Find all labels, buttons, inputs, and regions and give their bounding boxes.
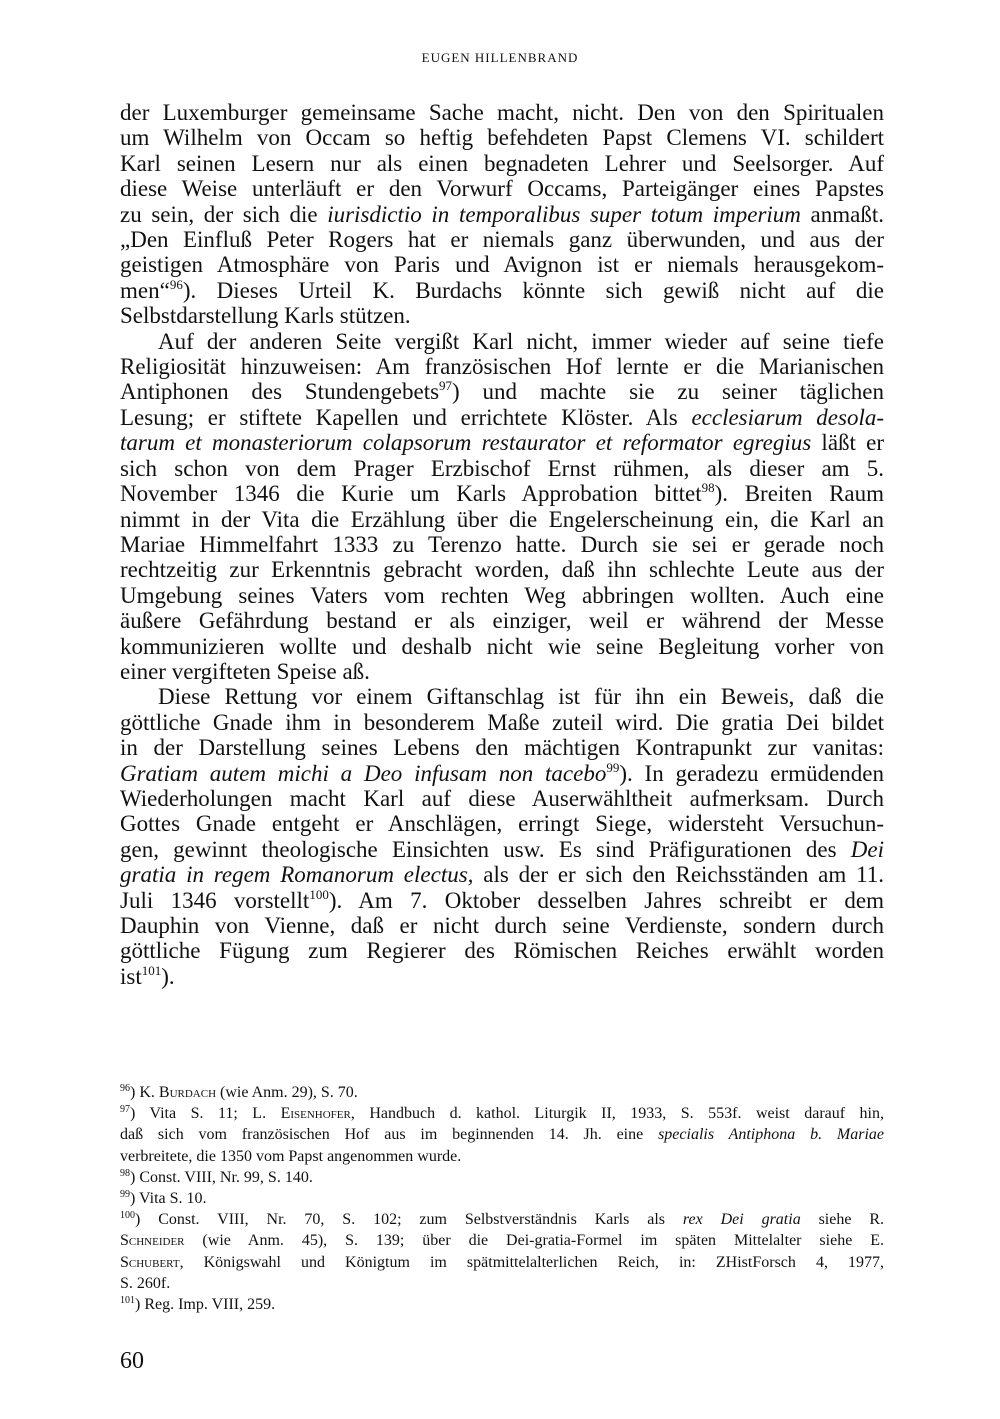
text-line: der Luxemburger gemeinsame Sache macht, nicht. Den von den Spiritualen xyxy=(120,100,884,125)
footnotes xyxy=(120,1082,884,1315)
footnote-98: $^{98}$) Const. VIII, Nr. 99, S. 140. xyxy=(120,1167,313,1186)
text-line: Gratiam autem michi a Deo infusam non tacebo$^{99}$). In geradezu ermüdenden xyxy=(120,759,884,786)
paragraph-3 xyxy=(120,684,884,989)
text-line: zu sein, der sich die iurisdictio in temporalibus super totum imperium anmaßt. xyxy=(120,201,885,227)
text-line: ist$^{101}$). xyxy=(120,962,175,989)
body-text xyxy=(120,100,884,989)
italic-latin: tarum et monasteriorum colapsorum restaurator et reformator egregius xyxy=(120,430,812,456)
text-line: äußere Gefährdung bestand er als einziger, weil er während der Messe xyxy=(120,608,884,634)
footnote-ref-100: 100 xyxy=(309,886,329,902)
footnote-ref-101: 101 xyxy=(141,962,162,978)
text-line: einer vergifteten Speise aß. xyxy=(120,658,370,684)
page-number: 60 xyxy=(120,1348,144,1374)
text-line: Diese Rettung vor einem Giftanschlag ist für ihn ein Beweis, daß die xyxy=(158,684,884,710)
text-line: um Wilhelm von Occam so heftig befehdeten Papst Clemens VI. schildert xyxy=(120,125,884,151)
text-line: Gottes Gnade entgeht er Anschlägen, erringt Siege, widersteht Versuchun- xyxy=(120,811,884,837)
italic-latin: Dei xyxy=(850,836,884,862)
footnote-100: $^{100}$) Const. VIII, Nr. 70, S. 102; zum Selbstverständnis Karls als rex Dei gratia siehe R. Schneider (wie Anm. 45), S. 139; über die Dei-gratia-Formel im späten Mittelalter siehe E. Schubert, Königswahl und Königtum im spätmittelalterlichen Reich, in: ZHistForsch 4, 1977, S. 260f. xyxy=(120,1210,885,1292)
paragraph-1 xyxy=(120,100,884,329)
text-line: kommunizieren wollte und deshalb nicht wie seine Begleitung vorher von xyxy=(120,633,884,659)
text-line: „Den Einfluß Peter Rogers hat er niemals ganz überwunden, und aus der xyxy=(120,227,884,253)
text-line: Lesung; er stiftete Kapellen und errichtete Klöster. Als ecclesiarum desola- xyxy=(120,404,884,430)
footnote-96: $^{96}$) K. Burdach (wie Anm. 29), S. 70. xyxy=(120,1083,358,1101)
text-line: men“$^{96}$). Dieses Urteil K. Burdachs könnte sich gewiß nicht auf die xyxy=(120,276,884,303)
text-line: in der Darstellung seines Lebens den mächtigen Kontrapunkt zur vanitas: xyxy=(120,735,884,761)
text-line: Juli 1346 vorstellt$^{100}$). Am 7. Oktober desselben Jahres schreibt er dem xyxy=(120,886,884,913)
text-line: sich schon von dem Prager Erzbischof Ernst rühmen, als dieser am 5. xyxy=(120,455,884,481)
text-line: diese Weise unterläuft er den Vorwurf Occams, Parteigänger eines Papstes xyxy=(120,176,884,202)
text-line: Auf der anderen Seite vergißt Karl nicht, immer wieder auf seine tiefe xyxy=(158,328,884,354)
text-line: Karl seinen Lesern nur als einen begnadeten Lehrer und Seelsorger. Auf xyxy=(120,150,884,176)
text-line: Dauphin von Vienne, daß er nicht durch seine Verdienste, sondern durch xyxy=(120,913,884,938)
italic-latin: iurisdictio in temporalibus super totum imperium xyxy=(327,201,801,227)
footnote-ref-96: 96 xyxy=(169,276,183,292)
text-line: November 1346 die Kurie um Karls Approbation bittet$^{98}$). Breiten Raum xyxy=(120,480,885,507)
text-line: gratia in regem Romanorum electus, als der er sich den Reichsständen am 11. xyxy=(120,862,884,888)
footnote-ref-97: 97 xyxy=(439,378,453,394)
text-line: Selbstdarstellung Karls stützen. xyxy=(120,303,411,329)
italic-latin: Gratiam autem michi a Deo infusam non tacebo xyxy=(120,760,607,786)
italic-latin: ecclesiarum desola- xyxy=(691,404,884,430)
text-line: Umgebung seines Vaters vom rechten Weg abbringen wollten. Auch eine xyxy=(120,582,884,608)
text-line: göttliche Gnade ihm in besonderem Maße zuteil wird. Die gratia Dei bildet xyxy=(120,709,884,735)
running-head: EUGEN HILLENBRAND xyxy=(421,50,579,65)
text-line: Wiederholungen macht Karl auf diese Auserwähltheit aufmerksam. Durch xyxy=(120,785,884,811)
text-line: Antiphonen des Stundengebets$^{97}$) und machte sie zu seiner täglichen xyxy=(120,378,884,405)
paragraph-2 xyxy=(120,329,884,685)
text-line: geistigen Atmosphäre von Paris und Avignon ist er niemals herausgekom- xyxy=(120,252,884,278)
footnote-99: $^{99}$) Vita S. 10. xyxy=(120,1189,207,1208)
footnote-ref-98: 98 xyxy=(701,480,715,496)
italic-latin: gratia in regem Romanorum electus, xyxy=(120,862,474,888)
text-line: göttliche Fügung zum Regierer des Römischen Reiches erwählt worden xyxy=(120,938,884,964)
footnote-ref-99: 99 xyxy=(606,759,620,775)
text-line: nimmt in der Vita die Erzählung über die Engelerscheinung ein, die Karl an xyxy=(120,506,884,532)
text-line: tarum et monasteriorum colapsorum restaurator et reformator egregius läßt er xyxy=(120,430,885,456)
footnote-97: $^{97}$) Vita S. 11; L. Eisenhofer, Handbuch d. kathol. Liturgik II, 1933, S. 553f. weist darauf hin, daß sich vom französischen Hof aus im beginnenden 14. Jh. eine specialis Antiphona b. Mariae verbreitete, die 1350 vom Papst angenommen wurde. xyxy=(120,1104,884,1165)
text-line: rechtzeitig zur Erkenntnis gebracht worden, daß ihn schlechte Leute aus der xyxy=(120,557,884,583)
text-line: gen, gewinnt theologische Einsichten usw. Es sind Präfigurationen des Dei xyxy=(120,836,884,862)
text-line: Mariae Himmelfahrt 1333 zu Terenzo hatte. Durch sie sei er gerade noch xyxy=(120,531,884,557)
text-line: Religiosität hinzuweisen: Am französischen Hof lernte er die Marianischen xyxy=(120,354,884,380)
footnote-101: $^{101}$) Reg. Imp. VIII, 259. xyxy=(120,1295,276,1314)
